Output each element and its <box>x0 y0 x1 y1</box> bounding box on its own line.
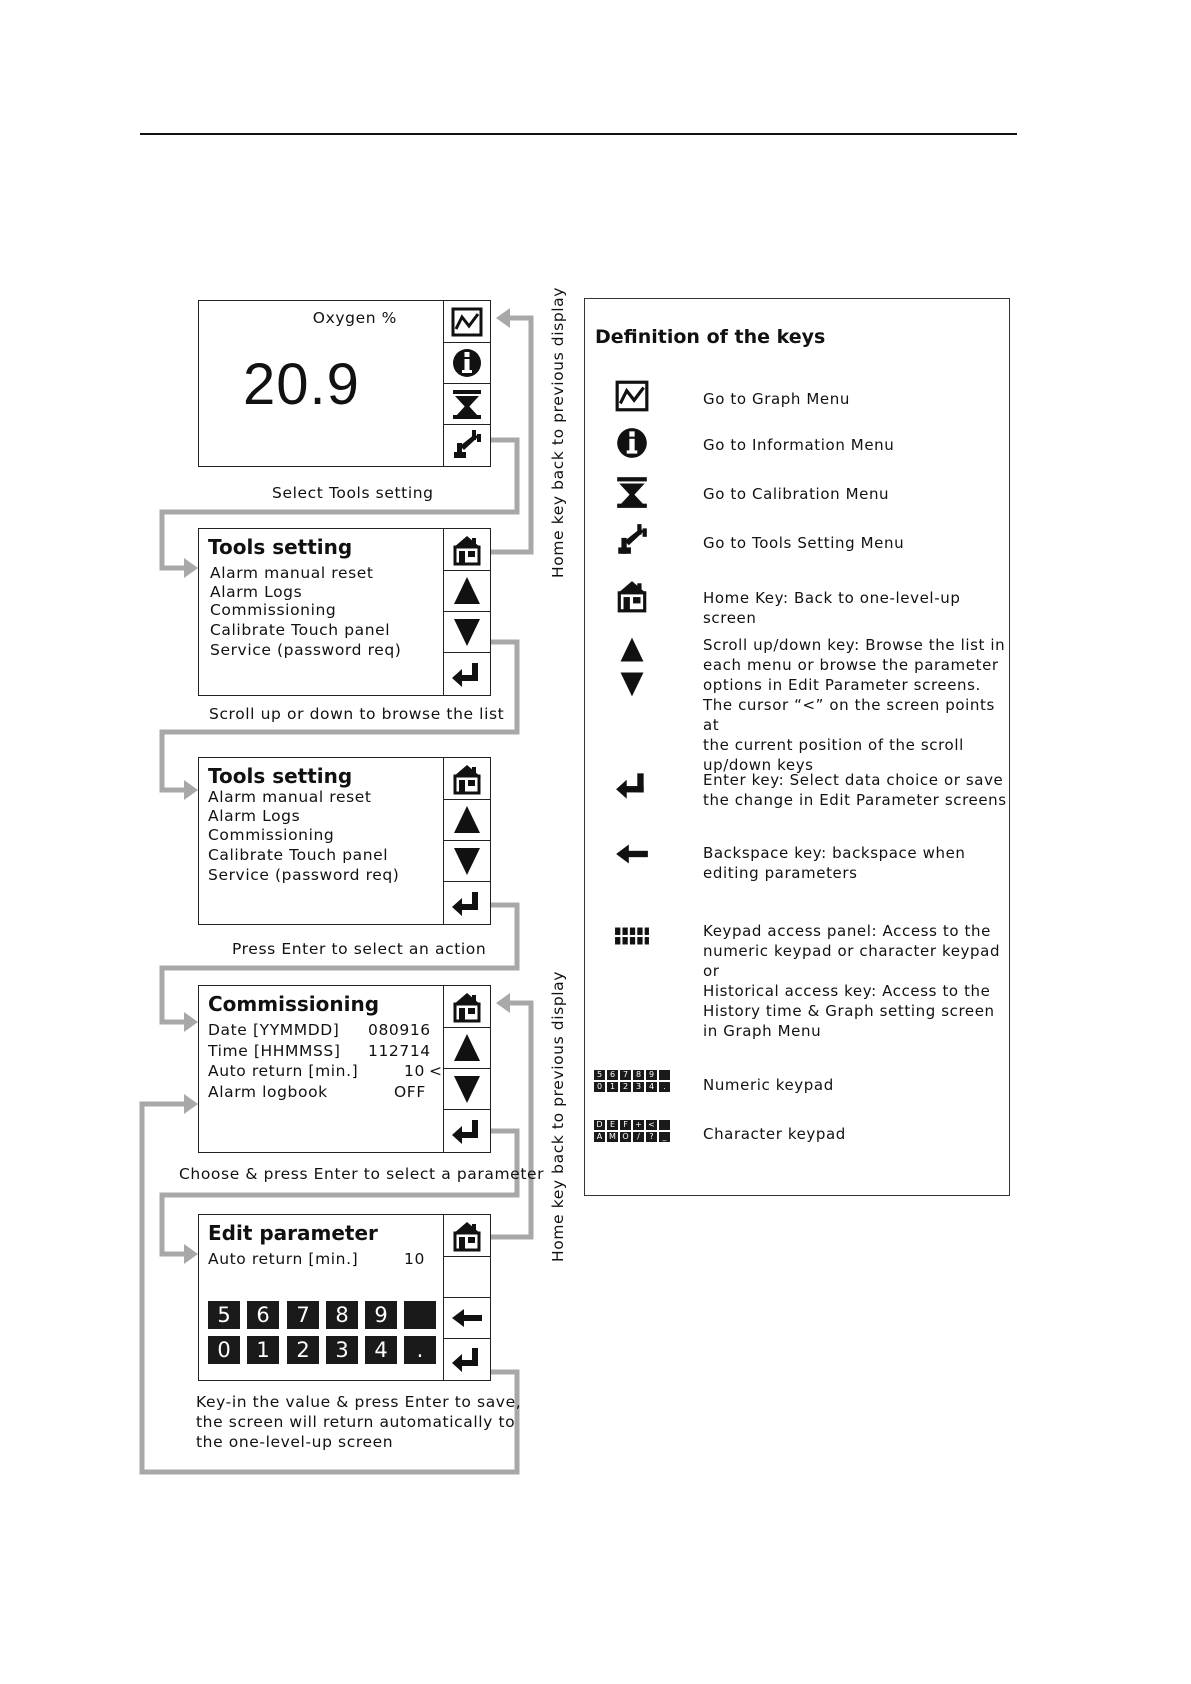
mini-key: / <box>633 1132 644 1142</box>
mini-key: 1 <box>607 1082 618 1092</box>
param-value-auto-return: 10 <box>404 1062 425 1080</box>
arrow-up-icon <box>450 1031 484 1065</box>
caption-keyin-line3: the one-level-up screen <box>196 1433 394 1451</box>
caption-press-enter: Press Enter to select an action <box>232 940 487 958</box>
param-value-alarm-logbook: OFF <box>394 1083 426 1101</box>
home-key[interactable] <box>444 758 490 799</box>
def-keypad-line: History time & Graph setting screen <box>703 1002 995 1020</box>
screen-tools-setting-1 <box>198 528 491 696</box>
mini-key: 4 <box>646 1082 657 1092</box>
def-numeric-keypad-icon <box>594 1070 670 1092</box>
def-scroll-line: Scroll up/down key: Browse the list in <box>703 636 1006 654</box>
def-keypad-line: Keypad access panel: Access to the <box>703 922 991 940</box>
def-backspace-text <box>703 843 1008 883</box>
mini-key: F <box>620 1120 631 1130</box>
tools-icon <box>450 428 484 462</box>
definitions-title: Definition of the keys <box>595 326 826 348</box>
scroll-down-key[interactable] <box>444 611 490 652</box>
screen-title: Commissioning <box>208 992 380 1016</box>
arrow-down-icon <box>450 844 484 878</box>
def-backspace-line: Backspace key: backspace when <box>703 844 966 862</box>
arrow-down-icon <box>450 615 484 649</box>
menu-item-alarm-logs[interactable]: Alarm Logs <box>208 807 301 825</box>
scroll-down-key[interactable] <box>444 840 490 881</box>
enter-key[interactable] <box>444 652 490 694</box>
def-keypad-line: or <box>703 962 720 980</box>
param-value-auto-return: 10 <box>404 1250 425 1268</box>
info-icon <box>450 346 484 380</box>
key-column <box>443 529 490 695</box>
keypad-key-5[interactable]: 5 <box>208 1301 240 1329</box>
caption-select-tools: Select Tools setting <box>272 484 434 502</box>
connector-home-s2-s1 <box>491 318 531 552</box>
home-key[interactable] <box>444 986 490 1027</box>
enter-icon <box>450 1342 484 1376</box>
def-backspace-icon <box>612 836 652 872</box>
keypad-key-4[interactable]: 4 <box>365 1336 397 1364</box>
key-column <box>443 986 490 1152</box>
def-scroll-line: options in Edit Parameter screens. <box>703 676 981 694</box>
arrow-up-icon <box>450 574 484 608</box>
param-label-alarm-logbook[interactable]: Alarm logbook <box>208 1083 328 1101</box>
mini-key: 7 <box>620 1070 631 1080</box>
def-graph-icon <box>612 378 652 414</box>
mini-key: ? <box>646 1132 657 1142</box>
def-info-icon <box>612 425 652 461</box>
side-label-home-top: Home key back to previous display <box>549 286 567 578</box>
enter-key[interactable] <box>444 1338 490 1379</box>
menu-item-alarm-manual-reset[interactable]: Alarm manual reset <box>210 564 374 582</box>
menu-item-commissioning[interactable]: Commissioning <box>210 601 337 619</box>
def-info-text: Go to Information Menu <box>703 436 895 454</box>
measure-label: Oxygen % <box>312 309 397 327</box>
def-tools-text: Go to Tools Setting Menu <box>703 534 905 552</box>
info-key[interactable] <box>444 342 490 383</box>
backspace-key[interactable] <box>444 1297 490 1338</box>
screen-commissioning <box>198 985 491 1153</box>
mini-key: < <box>646 1120 657 1130</box>
caption-keyin-line2: the screen will return automatically to <box>196 1413 516 1431</box>
enter-icon <box>450 657 484 691</box>
scroll-up-key[interactable] <box>444 1027 490 1068</box>
keypad-key-7[interactable]: 7 <box>287 1301 319 1329</box>
def-keypad-line: Historical access key: Access to the <box>703 982 991 1000</box>
screen-title: Tools setting <box>208 535 353 559</box>
home-icon <box>450 533 484 567</box>
def-scroll-updown-icon <box>612 635 652 699</box>
enter-key[interactable] <box>444 881 490 923</box>
mini-key: A <box>594 1132 605 1142</box>
calibration-icon <box>450 387 484 421</box>
home-icon <box>450 762 484 796</box>
home-icon <box>450 1219 484 1253</box>
mini-key: O <box>620 1132 631 1142</box>
caption-scroll: Scroll up or down to browse the list <box>209 705 505 723</box>
mini-key: M <box>607 1132 618 1142</box>
def-enter-text <box>703 770 1008 810</box>
caption-keyin-line1: Key-in the value & press Enter to save, <box>196 1393 522 1411</box>
mini-key: D <box>594 1120 605 1130</box>
arrow-down-icon <box>450 1072 484 1106</box>
measured-value: 20.9 <box>243 352 360 417</box>
param-label-time[interactable]: Time [HHMMSS] <box>208 1042 341 1060</box>
keypad-key-dot[interactable]: . <box>404 1336 436 1364</box>
keypad-key-3[interactable]: 3 <box>326 1336 358 1364</box>
scroll-up-key[interactable] <box>444 799 490 840</box>
def-scroll-line: up/down keys <box>703 756 814 774</box>
key-column <box>443 1215 490 1380</box>
mini-key: + <box>633 1120 644 1130</box>
screen-title: Edit parameter <box>208 1221 378 1245</box>
arrow-up-icon <box>450 803 484 837</box>
param-value-time: 112714 <box>368 1042 431 1060</box>
def-scroll-line: The cursor “<” on the screen points at <box>703 696 995 734</box>
menu-item-alarm-manual-reset[interactable]: Alarm manual reset <box>208 788 372 806</box>
menu-item-commissioning[interactable]: Commissioning <box>208 826 335 844</box>
keypad-key-8[interactable]: 8 <box>326 1301 358 1329</box>
key-column <box>443 758 490 924</box>
def-scroll-line: the current position of the scroll <box>703 736 964 754</box>
def-keypad-access-icon <box>612 918 652 954</box>
mini-key: _ <box>659 1132 670 1142</box>
keypad-key-1[interactable]: 1 <box>247 1336 279 1364</box>
caption-choose-param: Choose & press Enter to select a parameter <box>179 1165 545 1183</box>
empty-key <box>444 1256 490 1297</box>
mini-key: 5 <box>594 1070 605 1080</box>
def-backspace-line: editing parameters <box>703 864 858 882</box>
mini-key: 8 <box>633 1070 644 1080</box>
def-home-icon <box>612 578 652 614</box>
def-tools-icon <box>612 522 652 558</box>
def-enter-line: the change in Edit Parameter screens <box>703 791 1007 809</box>
def-character-keypad-icon <box>594 1120 670 1142</box>
key-column <box>443 301 490 466</box>
screen-edit-parameter <box>198 1214 491 1381</box>
enter-key[interactable] <box>444 1109 490 1151</box>
param-label-auto-return: Auto return [min.] <box>208 1250 359 1268</box>
graph-key[interactable] <box>444 301 490 342</box>
mini-key: 9 <box>646 1070 657 1080</box>
backspace-icon <box>450 1301 484 1335</box>
mini-key: . <box>659 1082 670 1092</box>
enter-icon <box>450 886 484 920</box>
menu-item-service[interactable]: Service (password req) <box>208 866 400 884</box>
def-home-text: Home Key: Back to one-level-up screen <box>703 589 961 627</box>
screen-title: Tools setting <box>208 764 353 788</box>
scroll-down-key[interactable] <box>444 1068 490 1109</box>
calibration-key[interactable] <box>444 383 490 424</box>
menu-item-service[interactable]: Service (password req) <box>210 641 402 659</box>
menu-item-calibrate-touch-panel[interactable]: Calibrate Touch panel <box>208 846 389 864</box>
def-graph-text: Go to Graph Menu <box>703 390 850 408</box>
screen-main-display <box>198 300 491 467</box>
def-numeric-keypad-text: Numeric keypad <box>703 1076 834 1094</box>
def-scroll-text <box>703 635 1008 775</box>
keypad-key-9[interactable]: 9 <box>365 1301 397 1329</box>
home-icon <box>450 990 484 1024</box>
def-keypad-text <box>703 921 1008 1041</box>
scroll-cursor: < <box>429 1062 443 1080</box>
home-key[interactable] <box>444 529 490 570</box>
mini-key <box>659 1120 670 1130</box>
screen-tools-setting-2 <box>198 757 491 925</box>
mini-key: E <box>607 1120 618 1130</box>
def-calibration-icon <box>612 474 652 510</box>
mini-key: 0 <box>594 1082 605 1092</box>
mini-key: 3 <box>633 1082 644 1092</box>
menu-item-alarm-logs[interactable]: Alarm Logs <box>210 583 303 601</box>
def-keypad-line: numeric keypad or character keypad <box>703 942 1001 960</box>
keypad-key-6[interactable]: 6 <box>247 1301 279 1329</box>
def-calibration-text: Go to Calibration Menu <box>703 485 890 503</box>
def-enter-line: Enter key: Select data choice or save <box>703 771 1004 789</box>
menu-item-calibrate-touch-panel[interactable]: Calibrate Touch panel <box>210 621 391 639</box>
mini-key <box>659 1070 670 1080</box>
keypad-key-blank[interactable] <box>404 1301 436 1329</box>
graph-icon <box>450 305 484 339</box>
param-label-auto-return[interactable]: Auto return [min.] <box>208 1062 359 1080</box>
connector-home-s5-s4 <box>491 1003 531 1237</box>
def-character-keypad-text: Character keypad <box>703 1125 846 1143</box>
keypad-key-2[interactable]: 2 <box>287 1336 319 1364</box>
scroll-up-key[interactable] <box>444 570 490 611</box>
tools-key[interactable] <box>444 424 490 465</box>
enter-icon <box>450 1114 484 1148</box>
def-enter-icon <box>612 767 652 803</box>
mini-key: 2 <box>620 1082 631 1092</box>
home-key[interactable] <box>444 1215 490 1256</box>
mini-key: 6 <box>607 1070 618 1080</box>
keypad-key-0[interactable]: 0 <box>208 1336 240 1364</box>
param-value-date: 080916 <box>368 1021 431 1039</box>
def-keypad-line: in Graph Menu <box>703 1022 822 1040</box>
side-label-home-bottom: Home key back to previous display <box>549 970 567 1262</box>
def-scroll-line: each menu or browse the parameter <box>703 656 999 674</box>
param-label-date[interactable]: Date [YYMMDD] <box>208 1021 340 1039</box>
